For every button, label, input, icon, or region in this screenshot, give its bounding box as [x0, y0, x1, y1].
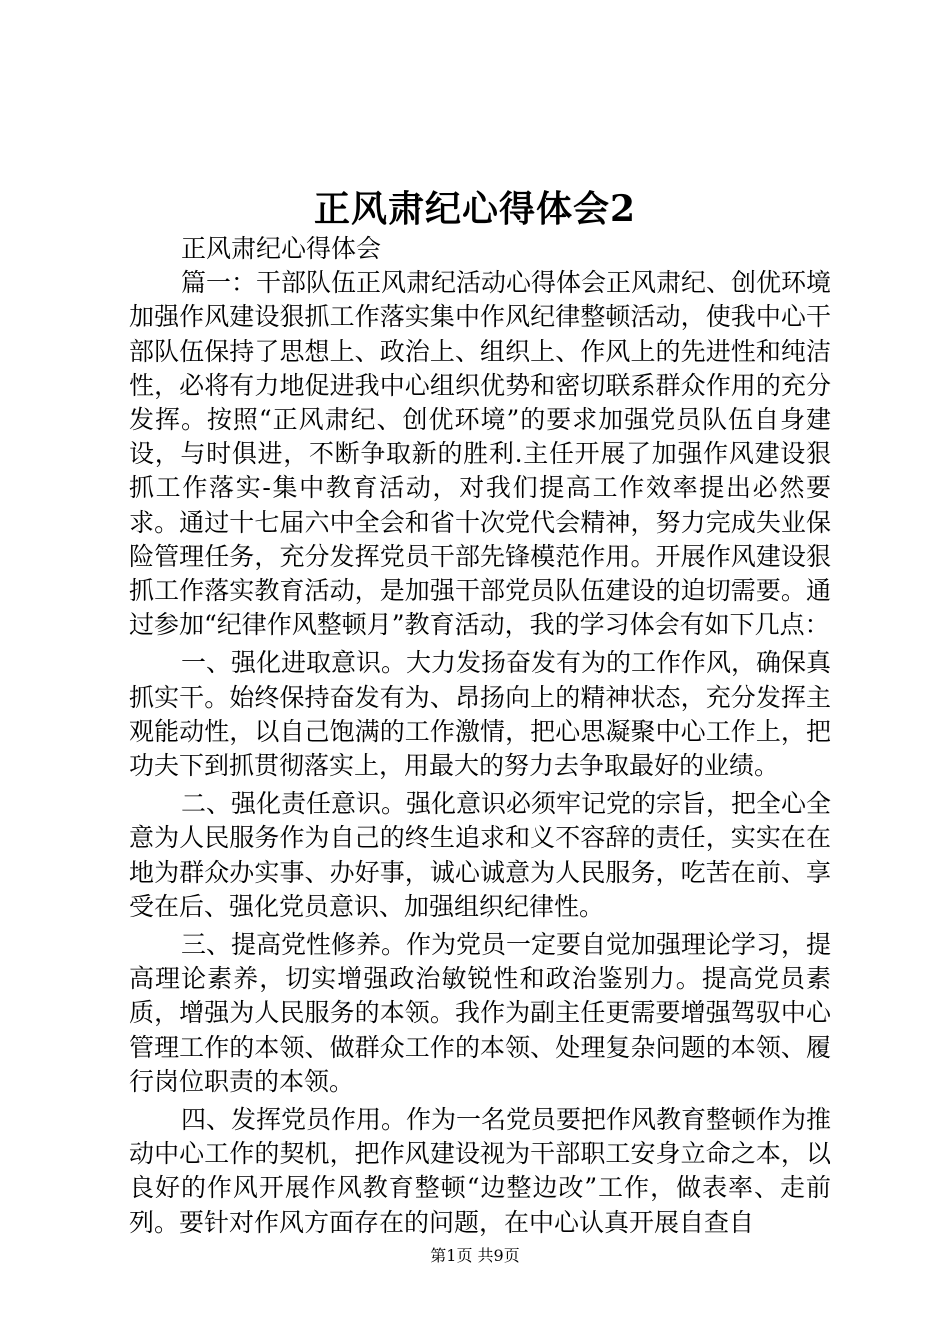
document-title: 正风肃纪心得体会2	[313, 188, 637, 230]
page-number-footer: 第1页 共9页	[430, 1246, 520, 1265]
paragraph-point-3: 三、提高党性修养。作为党员一定要自觉加强理论学习，提高理论素养，切实增强政治敏锐性和政治鉴别力。提高党员素质，增强为人民服务的本领。我作为副主任更需要增强驾驭中心管理工作的本领、做群众工作的本领、处理复杂问题的本领、履行岗位职责的本领。	[129, 930, 832, 1096]
paragraph-point-1: 一、强化进取意识。大力发扬奋发有为的工作作风，确保真抓实干。始终保持奋发有为、昂扬向上的精神状态，充分发挥主观能动性，以自己饱满的工作激情，把心思凝聚中心工作上，把功夫下到抓贯彻落实上，用最大的努力去争取最好的业绩。	[129, 648, 832, 781]
document-body	[129, 232, 831, 1240]
subtitle-paragraph: 正风肃纪心得体会	[181, 234, 382, 263]
paragraph-point-2: 二、强化责任意识。强化意识必须牢记党的宗旨，把全心全意为人民服务作为自己的终生追求和义不容辞的责任，实实在在地为群众办实事、办好事，诚心诚意为人民服务，吃苦在前、享受在后、强化党员意识、加强组织纪律性。	[129, 789, 832, 921]
paragraph-point-4: 四、发挥党员作用。作为一名党员要把作风教育整顿作为推动中心工作的契机，把作风建设视为干部职工安身立命之本，以良好的作风开展作风教育整顿“边整边改”工作，做表率、走前列。要针对作风方面存在的问题，在中心认真开展自查自	[129, 1105, 832, 1237]
paragraph-intro: 篇一：干部队伍正风肃纪活动心得体会正风肃纪、创优环境加强作风建设狠抓工作落实集中作风纪律整顿活动，使我中心干部队伍保持了思想上、政治上、组织上、作风上的先进性和纯洁性，必将有力地促进我中心组织优势和密切联系群众作用的充分发挥。按照“正风肃纪、创优环境”的要求加强党员队伍自身建设，与时俱进，不断争取新的胜利.主任开展了加强作风建设狠抓工作落实-集中教育活动，对我们提高工作效率提出必然要求。通过十七届六中全会和省十次党代会精神，努力完成失业保险管理任务，充分发挥党员干部先锋模范作用。开展作风建设狠抓工作落实教育活动，是加强干部党员队伍建设的迫切需要。通过参加“纪律作风整顿月”教育活动，我的学习体会有如下几点：	[129, 268, 832, 640]
